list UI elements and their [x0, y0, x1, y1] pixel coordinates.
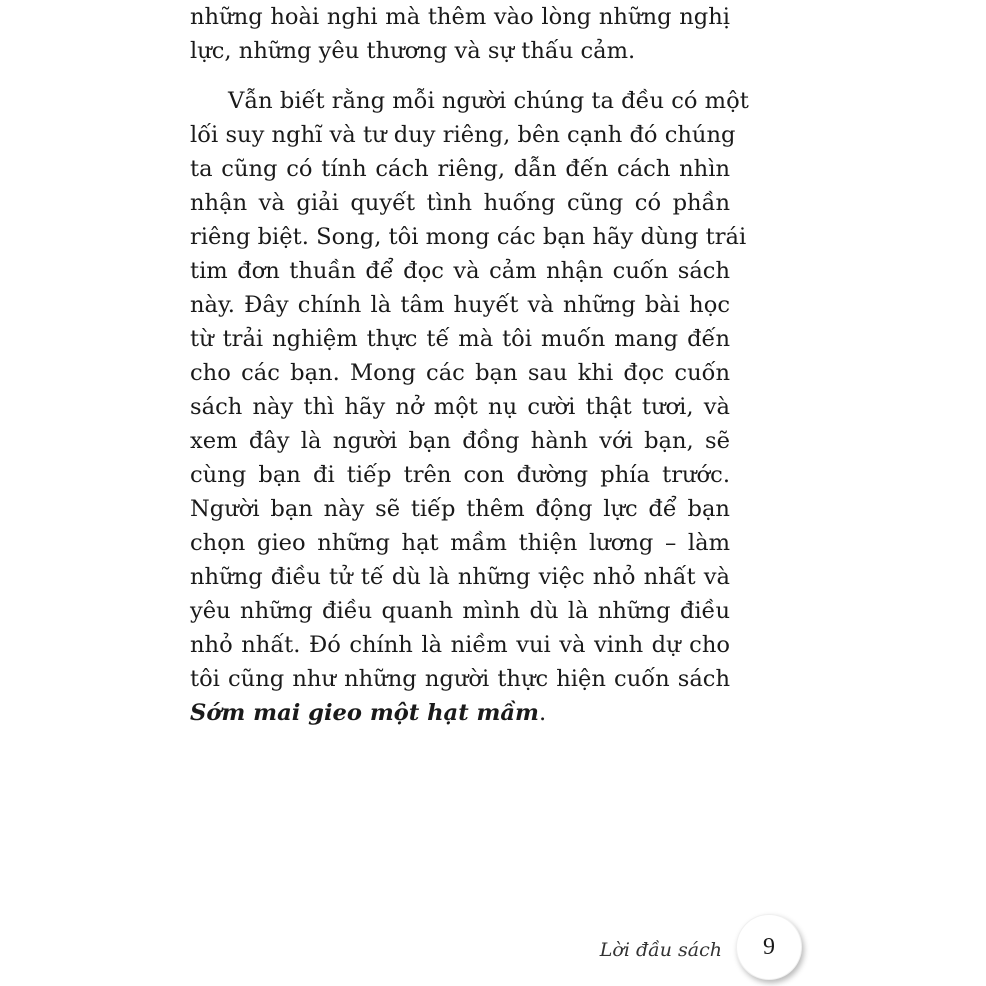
book-title: Sớm mai gieo một hạt mầm [190, 700, 539, 726]
text-line: những hoài nghi mà thêm vào lòng những nghị [190, 4, 730, 30]
text-line: nhỏ nhất. Đó chính là niềm vui và vinh dự cho [190, 632, 730, 658]
text-line: ta cũng có tính cách riêng, dẫn đến cách nhìn [190, 156, 730, 182]
text-line: này. Đây chính là tâm huyết và những bài học [190, 292, 730, 318]
text-line: yêu những điều quanh mình dù là những điều [190, 598, 730, 624]
paragraph-2 [190, 84, 749, 730]
page-footer [600, 912, 796, 982]
text-line: xem đây là người bạn đồng hành với bạn, sẽ [190, 428, 730, 454]
text-line: những điều tử tế dù là những việc nhỏ nhất và [190, 564, 730, 590]
running-head: Lời đầu sách [599, 939, 722, 961]
text-line: riêng biệt. Song, tôi mong các bạn hãy dùng trái [190, 224, 747, 250]
text-line: chọn gieo những hạt mầm thiện lương – làm [190, 530, 730, 556]
text-line: cùng bạn đi tiếp trên con đường phía trước. [190, 462, 730, 488]
text-line: tim đơn thuần để đọc và cảm nhận cuốn sách [190, 258, 730, 284]
paragraph-gap [190, 68, 730, 84]
text-line: từ trải nghiệm thực tế mà tôi muốn mang đến [190, 326, 730, 352]
text-line: sách này thì hãy nở một nụ cười thật tươi, và [190, 394, 730, 420]
text-line: lực, những yêu thương và sự thấu cảm. [190, 38, 636, 64]
text-line: nhận và giải quyết tình huống cũng có phần [190, 190, 730, 216]
text-line: cho các bạn. Mong các bạn sau khi đọc cuốn [190, 360, 730, 386]
page-number-badge [736, 914, 802, 980]
text-line: Vẫn biết rằng mỗi người chúng ta đều có một [228, 88, 749, 114]
page-number: 9 [763, 933, 775, 960]
text-line: tôi cũng như những người thực hiện cuốn sách [190, 666, 730, 692]
body-text [190, 0, 749, 730]
text-line: Người bạn này sẽ tiếp thêm động lực để bạn [190, 496, 730, 522]
final-punctuation: . [538, 700, 547, 726]
text-line-final [190, 696, 730, 730]
text-line: lối suy nghĩ và tư duy riêng, bên cạnh đó chúng [190, 122, 736, 148]
paragraph-1 [190, 0, 730, 68]
